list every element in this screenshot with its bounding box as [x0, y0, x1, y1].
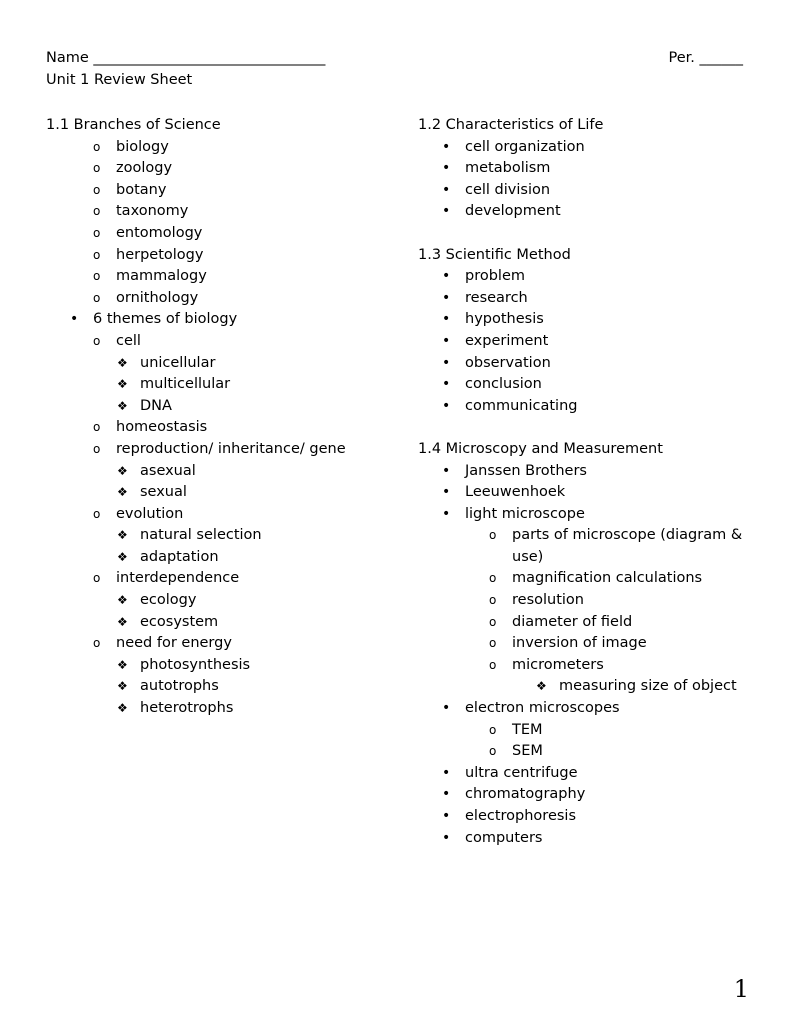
hollow-bullet-icon: o [93, 161, 101, 176]
item-text: use) [512, 548, 544, 565]
name-line: Name ________________________________ [46, 50, 326, 66]
item-text: botany [116, 181, 167, 198]
hollow-bullet-icon: o [489, 722, 497, 737]
item-text: experiment [465, 332, 549, 349]
list-item [46, 137, 406, 159]
list-item [418, 288, 758, 310]
list-item [46, 417, 406, 439]
left-column [46, 115, 406, 720]
item-text: TEM [512, 721, 543, 738]
list-item [418, 806, 758, 828]
item-text: conclusion [465, 376, 542, 393]
list-item [418, 633, 758, 655]
list-item [418, 828, 758, 850]
item-text: autotrophs [140, 678, 219, 695]
item-text: reproduction/ inheritance/ gene [116, 440, 346, 457]
diamond-bullet-icon: ❖ [117, 657, 128, 672]
bullet-icon: • [442, 268, 451, 285]
item-text: cell division [465, 181, 551, 198]
item-text: observation [465, 354, 551, 371]
bullet-icon: • [442, 181, 451, 198]
hollow-bullet-icon: o [489, 636, 497, 651]
list-item [418, 331, 758, 353]
item-text: evolution [116, 505, 184, 522]
list-item [418, 655, 758, 677]
hollow-bullet-icon: o [93, 571, 101, 586]
list-item [418, 158, 758, 180]
item-text: problem [465, 268, 525, 285]
bullet-icon: • [442, 138, 451, 155]
item-text: biology [116, 138, 169, 155]
hollow-bullet-icon: o [489, 528, 497, 543]
diamond-bullet-icon: ❖ [117, 528, 128, 543]
hollow-bullet-icon: o [93, 225, 101, 240]
list-item [46, 201, 406, 223]
hollow-bullet-icon: o [93, 636, 101, 651]
item-text: asexual [140, 462, 196, 479]
right-column [418, 115, 758, 849]
list-item [418, 741, 758, 763]
item-text: cell [116, 332, 141, 349]
list-item [418, 396, 758, 418]
hollow-bullet-icon: o [93, 139, 101, 154]
item-text: Janssen Brothers [465, 462, 587, 479]
item-text: computers [465, 829, 543, 846]
bullet-icon: • [442, 397, 451, 414]
list-item [46, 288, 406, 310]
item-text: ecology [140, 592, 197, 609]
bullet-icon: • [442, 203, 451, 220]
item-text: sexual [140, 484, 187, 501]
hollow-bullet-icon: o [93, 420, 101, 435]
list-item [46, 180, 406, 202]
item-text: magnification calculations [512, 570, 703, 587]
list-item [418, 784, 758, 806]
item-text: heterotrophs [140, 700, 234, 717]
list-item [418, 374, 758, 396]
hollow-bullet-icon: o [489, 744, 497, 759]
hollow-bullet-icon: o [489, 571, 497, 586]
list-item [46, 633, 406, 655]
item-text: cell organization [465, 138, 585, 155]
item-text: adaptation [140, 548, 219, 565]
section-heading [418, 115, 758, 137]
item-text: resolution [512, 592, 584, 609]
list-item [46, 309, 406, 331]
item-text: DNA [140, 397, 172, 414]
bullet-icon: • [442, 786, 451, 803]
item-text: 6 themes of biology [93, 311, 238, 328]
list-item [418, 590, 758, 612]
section-heading [46, 115, 406, 137]
list-item [46, 504, 406, 526]
list-item [46, 266, 406, 288]
item-text: ultra centrifuge [465, 764, 578, 781]
list-item [46, 245, 406, 267]
bullet-icon: • [442, 764, 451, 781]
item-text: hypothesis [465, 311, 544, 328]
item-text: ecosystem [140, 613, 219, 630]
bullet-icon: • [442, 808, 451, 824]
item-text: metabolism [465, 160, 551, 177]
list-item [46, 612, 406, 634]
list-item [46, 525, 406, 547]
list-item [46, 698, 406, 720]
list-item [46, 676, 406, 698]
hollow-bullet-icon: o [93, 269, 101, 284]
hollow-bullet-icon: o [93, 506, 101, 521]
list-item [418, 676, 758, 698]
list-item [46, 331, 406, 353]
list-item [46, 374, 406, 396]
bullet-icon: • [442, 505, 451, 522]
item-text: micrometers [512, 656, 604, 673]
item-text: homeostasis [116, 419, 208, 436]
list-item [418, 461, 758, 483]
list-item [46, 568, 406, 590]
diamond-bullet-icon: ❖ [117, 701, 128, 716]
hollow-bullet-icon: o [489, 614, 497, 629]
list-item [46, 461, 406, 483]
hollow-bullet-icon: o [93, 333, 101, 348]
item-text: electrophoresis [465, 808, 577, 824]
list-item [418, 180, 758, 202]
item-text: mammalogy [116, 268, 207, 285]
item-text: diameter of field [512, 613, 633, 630]
hollow-bullet-icon: o [93, 290, 101, 305]
diamond-bullet-icon: ❖ [117, 463, 128, 478]
diamond-bullet-icon: ❖ [117, 679, 128, 694]
item-text: parts of microscope (diagram & [512, 527, 743, 544]
item-text: taxonomy [116, 203, 189, 220]
section-heading [418, 245, 758, 267]
list-item [418, 353, 758, 375]
hollow-bullet-icon: o [489, 593, 497, 608]
item-text: 1.4 Microscopy and Measurement [418, 440, 663, 457]
hollow-bullet-icon: o [93, 182, 101, 197]
bullet-icon: • [442, 484, 451, 501]
period-line: Per. ______ [668, 50, 743, 66]
list-item [418, 547, 758, 569]
bullet-icon: • [442, 829, 451, 846]
bullet-icon: • [442, 462, 451, 479]
item-text: communicating [465, 397, 578, 414]
blank-line [418, 223, 758, 245]
item-text: development [465, 203, 561, 220]
list-item [418, 568, 758, 590]
list-item [418, 482, 758, 504]
list-item [418, 763, 758, 785]
bullet-icon: • [442, 700, 451, 717]
diamond-bullet-icon: ❖ [117, 549, 128, 564]
item-text: inversion of image [512, 635, 647, 652]
list-item [418, 309, 758, 331]
diamond-bullet-icon: ❖ [117, 614, 128, 629]
section-heading [418, 439, 758, 461]
item-text: Leeuwenhoek [465, 484, 566, 501]
item-text: 1.3 Scientific Method [418, 246, 571, 263]
list-item [418, 525, 758, 547]
list-item [418, 137, 758, 159]
list-item [46, 353, 406, 375]
bullet-icon: • [70, 311, 79, 328]
item-text: 1.1 Branches of Science [46, 117, 221, 133]
item-text: interdependence [116, 570, 240, 587]
bullet-icon: • [442, 376, 451, 393]
list-item [418, 504, 758, 526]
diamond-bullet-icon: ❖ [117, 485, 128, 500]
item-text: measuring size of object [559, 678, 737, 695]
page-number: 1 [733, 975, 749, 1003]
list-item [46, 482, 406, 504]
item-text: need for energy [116, 635, 232, 652]
item-text: SEM [512, 743, 543, 760]
diamond-bullet-icon: ❖ [117, 355, 128, 370]
item-text: light microscope [465, 505, 585, 522]
item-text: photosynthesis [140, 656, 251, 673]
list-item [418, 698, 758, 720]
bullet-icon: • [442, 160, 451, 177]
item-text: multicellular [140, 376, 231, 393]
hollow-bullet-icon: o [93, 247, 101, 262]
list-item [46, 223, 406, 245]
hollow-bullet-icon: o [93, 204, 101, 219]
item-text: electron microscopes [465, 700, 620, 717]
list-item [418, 201, 758, 223]
hollow-bullet-icon: o [489, 657, 497, 672]
list-item [46, 547, 406, 569]
diamond-bullet-icon: ❖ [117, 398, 128, 413]
item-text: entomology [116, 224, 203, 241]
list-item [46, 655, 406, 677]
item-text: natural selection [140, 527, 262, 544]
item-text: unicellular [140, 354, 216, 371]
bullet-icon: • [442, 354, 451, 371]
list-item [46, 590, 406, 612]
list-item [418, 720, 758, 742]
list-item [418, 612, 758, 634]
diamond-bullet-icon: ❖ [117, 593, 128, 608]
list-item [46, 396, 406, 418]
blank-line [418, 417, 758, 439]
list-item [46, 439, 406, 461]
item-text: herpetology [116, 246, 204, 263]
hollow-bullet-icon: o [93, 441, 101, 456]
item-text: chromatography [465, 786, 586, 803]
diamond-bullet-icon: ❖ [117, 377, 128, 392]
item-text: 1.2 Characteristics of Life [418, 117, 604, 133]
diamond-bullet-icon: ❖ [536, 679, 547, 694]
page-title: Unit 1 Review Sheet [46, 72, 193, 88]
list-item [46, 158, 406, 180]
list-item [418, 266, 758, 288]
bullet-icon: • [442, 332, 451, 349]
item-text: zoology [116, 160, 173, 177]
item-text: research [465, 289, 528, 306]
item-text: ornithology [116, 289, 199, 306]
bullet-icon: • [442, 289, 451, 306]
bullet-icon: • [442, 311, 451, 328]
